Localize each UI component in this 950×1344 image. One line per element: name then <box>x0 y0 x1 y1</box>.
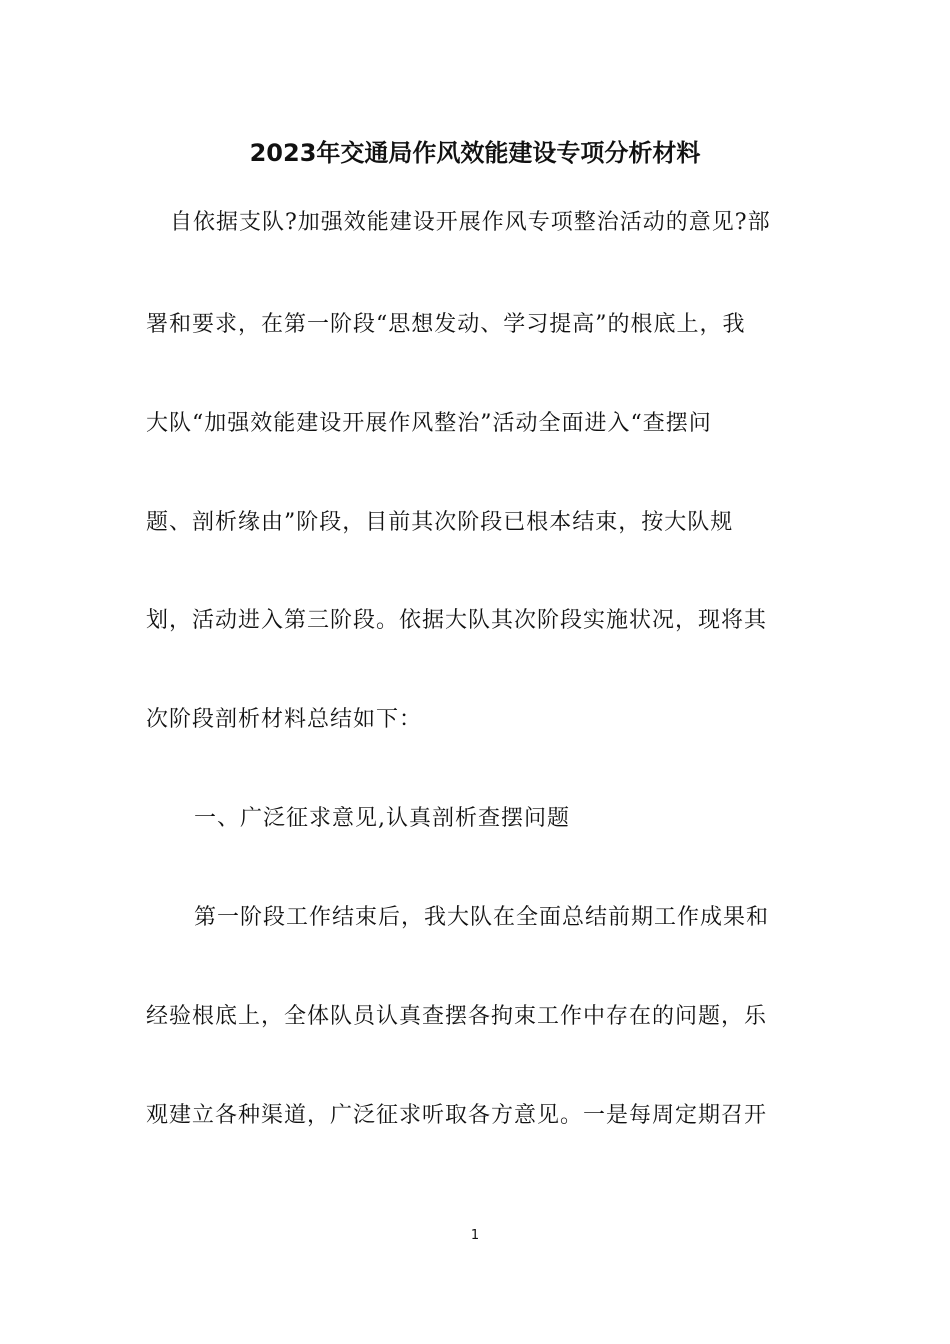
section-heading: 一、广泛征求意见,认真剖析查摆问题 <box>194 806 570 831</box>
document-title: 2023年交通局作风效能建设专项分析材料 <box>249 139 701 167</box>
paragraph-line-8: 经验根底上，全体队员认真查摆各拘束工作中存在的问题，乐 <box>146 1004 768 1029</box>
paragraph-line-2: 署和要求，在第一阶段“思想发动、学习提高”的根底上，我 <box>146 312 746 337</box>
page-number: 1 <box>470 1228 480 1243</box>
paragraph-line-4: 题、剖析缘由”阶段，目前其次阶段已根本结束，按大队规 <box>146 510 734 535</box>
paragraph-line-3: 大队“加强效能建设开展作风整治”活动全面进入“查摆问 <box>146 411 712 436</box>
paragraph-line-5: 划，活动进入第三阶段。依据大队其次阶段实施状况，现将其 <box>146 608 768 633</box>
paragraph-line-1: 自依据支队?加强效能建设开展作风专项整治活动的意见?部 <box>170 210 771 235</box>
paragraph-line-9: 观建立各种渠道，广泛征求听取各方意见。一是每周定期召开 <box>146 1103 768 1128</box>
paragraph-line-7: 第一阶段工作结束后，我大队在全面总结前期工作成果和 <box>194 905 770 930</box>
paragraph-line-6: 次阶段剖析材料总结如下： <box>146 707 423 732</box>
